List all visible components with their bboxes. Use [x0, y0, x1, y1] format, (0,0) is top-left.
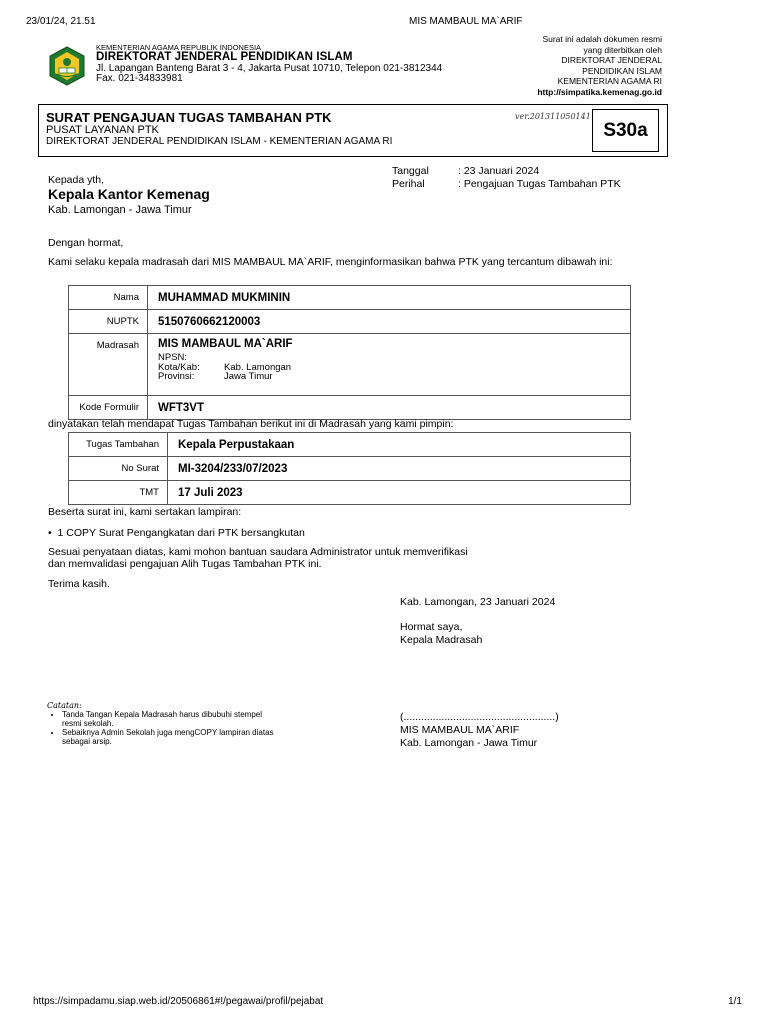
- name-label: Nama: [69, 286, 148, 310]
- notes-list: [47, 711, 277, 746]
- recipient-greeting: Kepada yth,: [48, 174, 105, 186]
- date-row: [392, 165, 621, 178]
- simpatika-link[interactable]: http://simpatika.kemenag.go.id: [537, 86, 662, 97]
- list-item: • Tanda Tangan Kepala Madrasah harus dibubuhi stempel resmi sekolah.: [62, 711, 277, 728]
- province-value: Jawa Timur: [224, 371, 273, 382]
- attachment-intro: Beserta surat ini, kami sertakan lampiran:: [48, 506, 242, 518]
- directorate-name: DIREKTORAT JENDERAL PENDIDIKAN ISLAM: [96, 51, 353, 63]
- fax-line: Fax. 021-34833981: [96, 73, 183, 84]
- document-subtitle: PUSAT LAYANAN PTK: [46, 124, 159, 136]
- thanks-text: Terima kasih.: [48, 578, 110, 590]
- signer-region: Kab. Lamongan - Jawa Timur: [400, 736, 538, 749]
- npsn-label: NPSN:: [158, 352, 188, 363]
- disclaimer-line: KEMENTERIAN AGAMA RI: [557, 76, 662, 87]
- table-row: [69, 334, 631, 396]
- date-label: Tanggal: [392, 165, 429, 177]
- nuptk-label: NUPTK: [69, 310, 148, 334]
- letter-number-value: MI-3204/233/07/2023: [168, 457, 631, 481]
- table-row: [69, 433, 631, 457]
- form-code-label: Kode Formulir: [69, 396, 148, 420]
- table-row: [69, 310, 631, 334]
- letter-meta: [392, 165, 621, 191]
- subject-label: Perihal: [392, 178, 425, 190]
- tmt-value: 17 Juli 2023: [168, 481, 631, 505]
- signer-position: Kepala Madrasah: [400, 633, 483, 646]
- recipient-region: Kab. Lamongan - Jawa Timur: [48, 204, 192, 216]
- regards-block: [400, 621, 482, 646]
- letterhead-address: [96, 64, 442, 84]
- regards-text: Hormat saya,: [400, 621, 463, 633]
- address-line: Jl. Lapangan Banteng Barat 3 - 4, Jakarta Pusat 10710, Telepon 021-3812344: [96, 63, 443, 74]
- signature-line: (....................................................): [400, 711, 559, 723]
- madrasah-label: Madrasah: [69, 334, 148, 396]
- city-label: Kota/Kab:: [158, 361, 200, 373]
- madrasah-cell: [148, 334, 631, 396]
- letter-number-label: No Surat: [69, 457, 168, 481]
- disclaimer-line: PENDIDIKAN ISLAM: [582, 65, 662, 76]
- bullet-icon: •: [48, 527, 58, 539]
- assignment-label: Tugas Tambahan: [69, 433, 168, 457]
- signer-block: [400, 724, 537, 749]
- page-url[interactable]: https://simpadamu.siap.web.id/20506861#!/pegawai/profil/pejabat: [33, 996, 324, 1007]
- nuptk-value: 5150760662120003: [148, 310, 631, 334]
- disclaimer-line: yang diterbitkan oleh: [583, 44, 662, 55]
- kemenag-logo-icon: [47, 46, 87, 86]
- official-disclaimer: [537, 34, 662, 98]
- subject-row: [392, 178, 621, 191]
- place-date: Kab. Lamongan, 23 Januari 2024: [400, 596, 556, 608]
- notes: [47, 701, 277, 747]
- assignment-table: [68, 432, 631, 505]
- tmt-label: TMT: [69, 481, 168, 505]
- signer-school: MIS MAMBAUL MA`ARIF: [400, 724, 520, 736]
- print-title: MIS MAMBAUL MA`ARIF: [409, 16, 523, 27]
- province-label: Provinsi:: [158, 371, 195, 382]
- title-box: [38, 104, 668, 157]
- intro-paragraph: Kami selaku kepala madrasah dari MIS MAMBAUL MA`ARIF, menginformasikan bahwa PTK yang tercantum dibawah ini:: [48, 256, 613, 268]
- disclaimer-line: Surat ini adalah dokumen resmi: [542, 34, 662, 44]
- statement-paragraph: dinyatakan telah mendapat Tugas Tambahan berikut ini di Madrasah yang kami pimpin:: [48, 418, 454, 430]
- document-subtitle-2: DIREKTORAT JENDERAL PENDIDIKAN ISLAM - KEMENTERIAN AGAMA RI: [46, 136, 393, 147]
- assignment-value: Kepala Perpustakaan: [168, 433, 631, 457]
- ptk-table: [68, 285, 631, 420]
- list-item: • Sebaiknya Admin Sekolah juga mengCOPY lampiran diatas sebagai arsip.: [62, 729, 277, 746]
- form-code-value: WFT3VT: [148, 396, 631, 420]
- page-number: 1/1: [728, 996, 742, 1007]
- table-row: [69, 396, 631, 420]
- table-row: [69, 286, 631, 310]
- name-value: MUHAMMAD MUKMININ: [148, 286, 631, 310]
- subject-value: : Pengajuan Tugas Tambahan PTK: [458, 178, 621, 190]
- date-value: : 23 Januari 2024: [458, 165, 540, 177]
- ministry-name: KEMENTERIAN AGAMA REPUBLIK INDONESIA: [96, 43, 262, 52]
- print-header: [26, 16, 742, 30]
- city-value: Kab. Lamongan: [224, 361, 292, 373]
- disclaimer-line: DIREKTORAT JENDERAL: [561, 55, 662, 66]
- attachment-item: [48, 527, 305, 539]
- table-row: [69, 481, 631, 505]
- print-datetime: 23/01/24, 21.51: [26, 16, 96, 27]
- notes-title: Catatan:: [47, 701, 82, 710]
- table-row: [69, 457, 631, 481]
- form-code: S30a: [592, 109, 659, 152]
- salutation: Dengan hormat,: [48, 237, 124, 249]
- attachment-text: 1 COPY Surat Pengangkatan dari PTK bersangkutan: [57, 527, 305, 539]
- madrasah-details: [158, 353, 630, 382]
- recipient-name: Kepala Kantor Kemenag: [48, 186, 210, 202]
- request-paragraph: Sesuai penyataan diatas, kami mohon bantuan saudara Administrator untuk memverifikasi dan memvalidasi pengajuan Alih Tugas Tambahan PTK ini.: [48, 546, 468, 571]
- version-label: ver.201311050141: [515, 112, 591, 121]
- document-title: SURAT PENGAJUAN TUGAS TAMBAHAN PTK: [46, 110, 332, 125]
- madrasah-value: MIS MAMBAUL MA`ARIF: [158, 338, 293, 350]
